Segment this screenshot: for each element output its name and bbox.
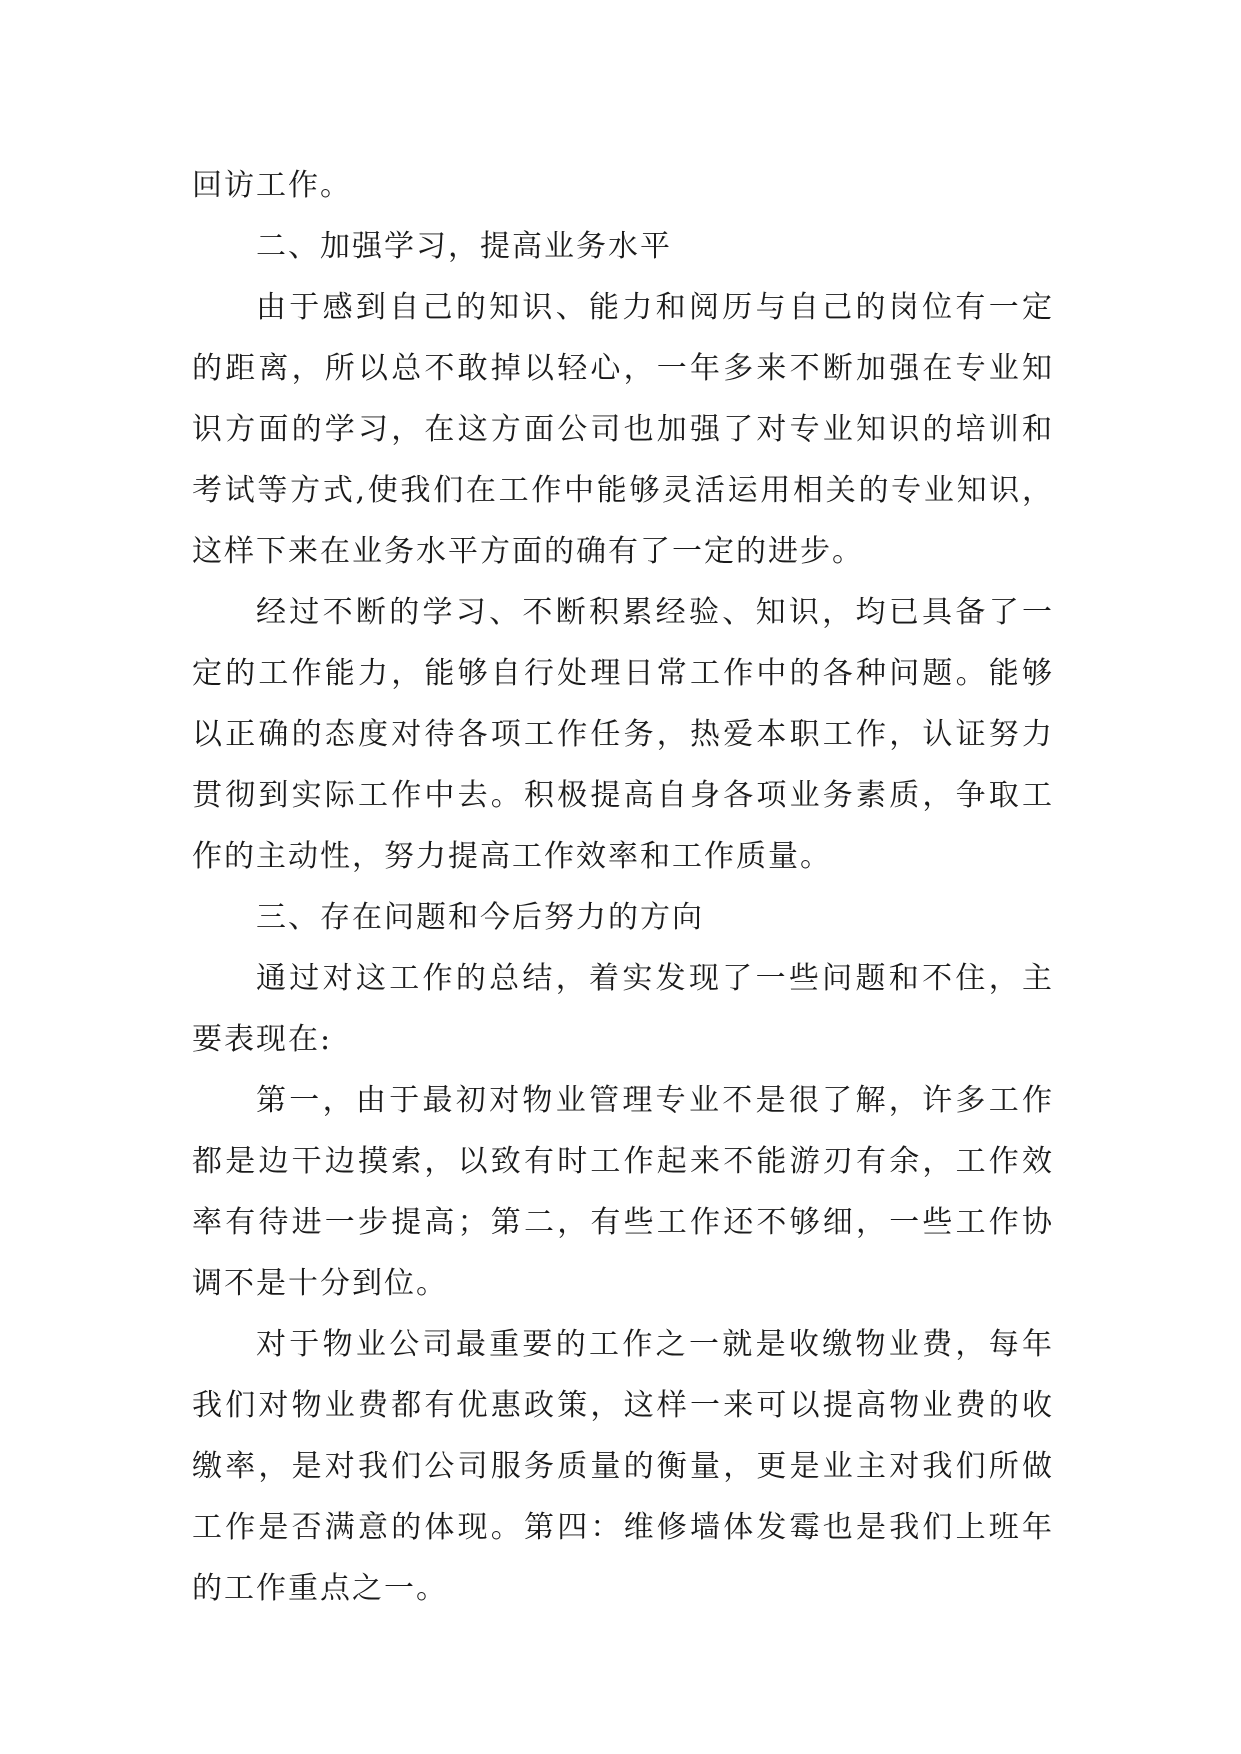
paragraph-1: 回访工作。 — [192, 168, 352, 203]
section-heading-2: 二、加强学习，提高业务水平 — [256, 229, 672, 264]
paragraph-3: 由于感到自己的知识、能力和阅历与自己的岗位有一定的距离，所以总不敢掉以轻心，一年多来不断加强在专业知识方面的学习，在这方面公司也加强了对专业知识的培训和考试等方式,使我们在工作中能够灵活运用相关的专业知识，这样下来在业务水平方面的确有了一定的进步。 — [192, 290, 1054, 569]
section-heading-3: 三、存在问题和今后努力的方向 — [256, 900, 704, 935]
paragraph-6: 通过对这工作的总结，着实发现了一些问题和不住，主要表现在: — [192, 961, 1054, 1057]
paragraph-7: 第一，由于最初对物业管理专业不是很了解，许多工作都是边干边摸索，以致有时工作起来不能游刃有余，工作效率有待进一步提高；第二，有些工作还不够细，一些工作协调不是十分到位。 — [192, 1083, 1054, 1301]
paragraph-4: 经过不断的学习、不断积累经验、知识，均已具备了一定的工作能力，能够自行处理日常工作中的各种问题。能够以正确的态度对待各项工作任务，热爱本职工作，认证努力贯彻到实际工作中去。积极提高自身各项业务素质，争取工作的主动性，努力提高工作效率和工作质量。 — [192, 595, 1054, 874]
paragraph-8: 对于物业公司最重要的工作之一就是收缴物业费，每年我们对物业费都有优惠政策，这样一来可以提高物业费的收缴率，是对我们公司服务质量的衡量，更是业主对我们所做工作是否满意的体现。第四：维修墙体发霉也是我们上班年的工作重点之一。 — [192, 1327, 1054, 1606]
document-body — [192, 155, 1054, 1619]
